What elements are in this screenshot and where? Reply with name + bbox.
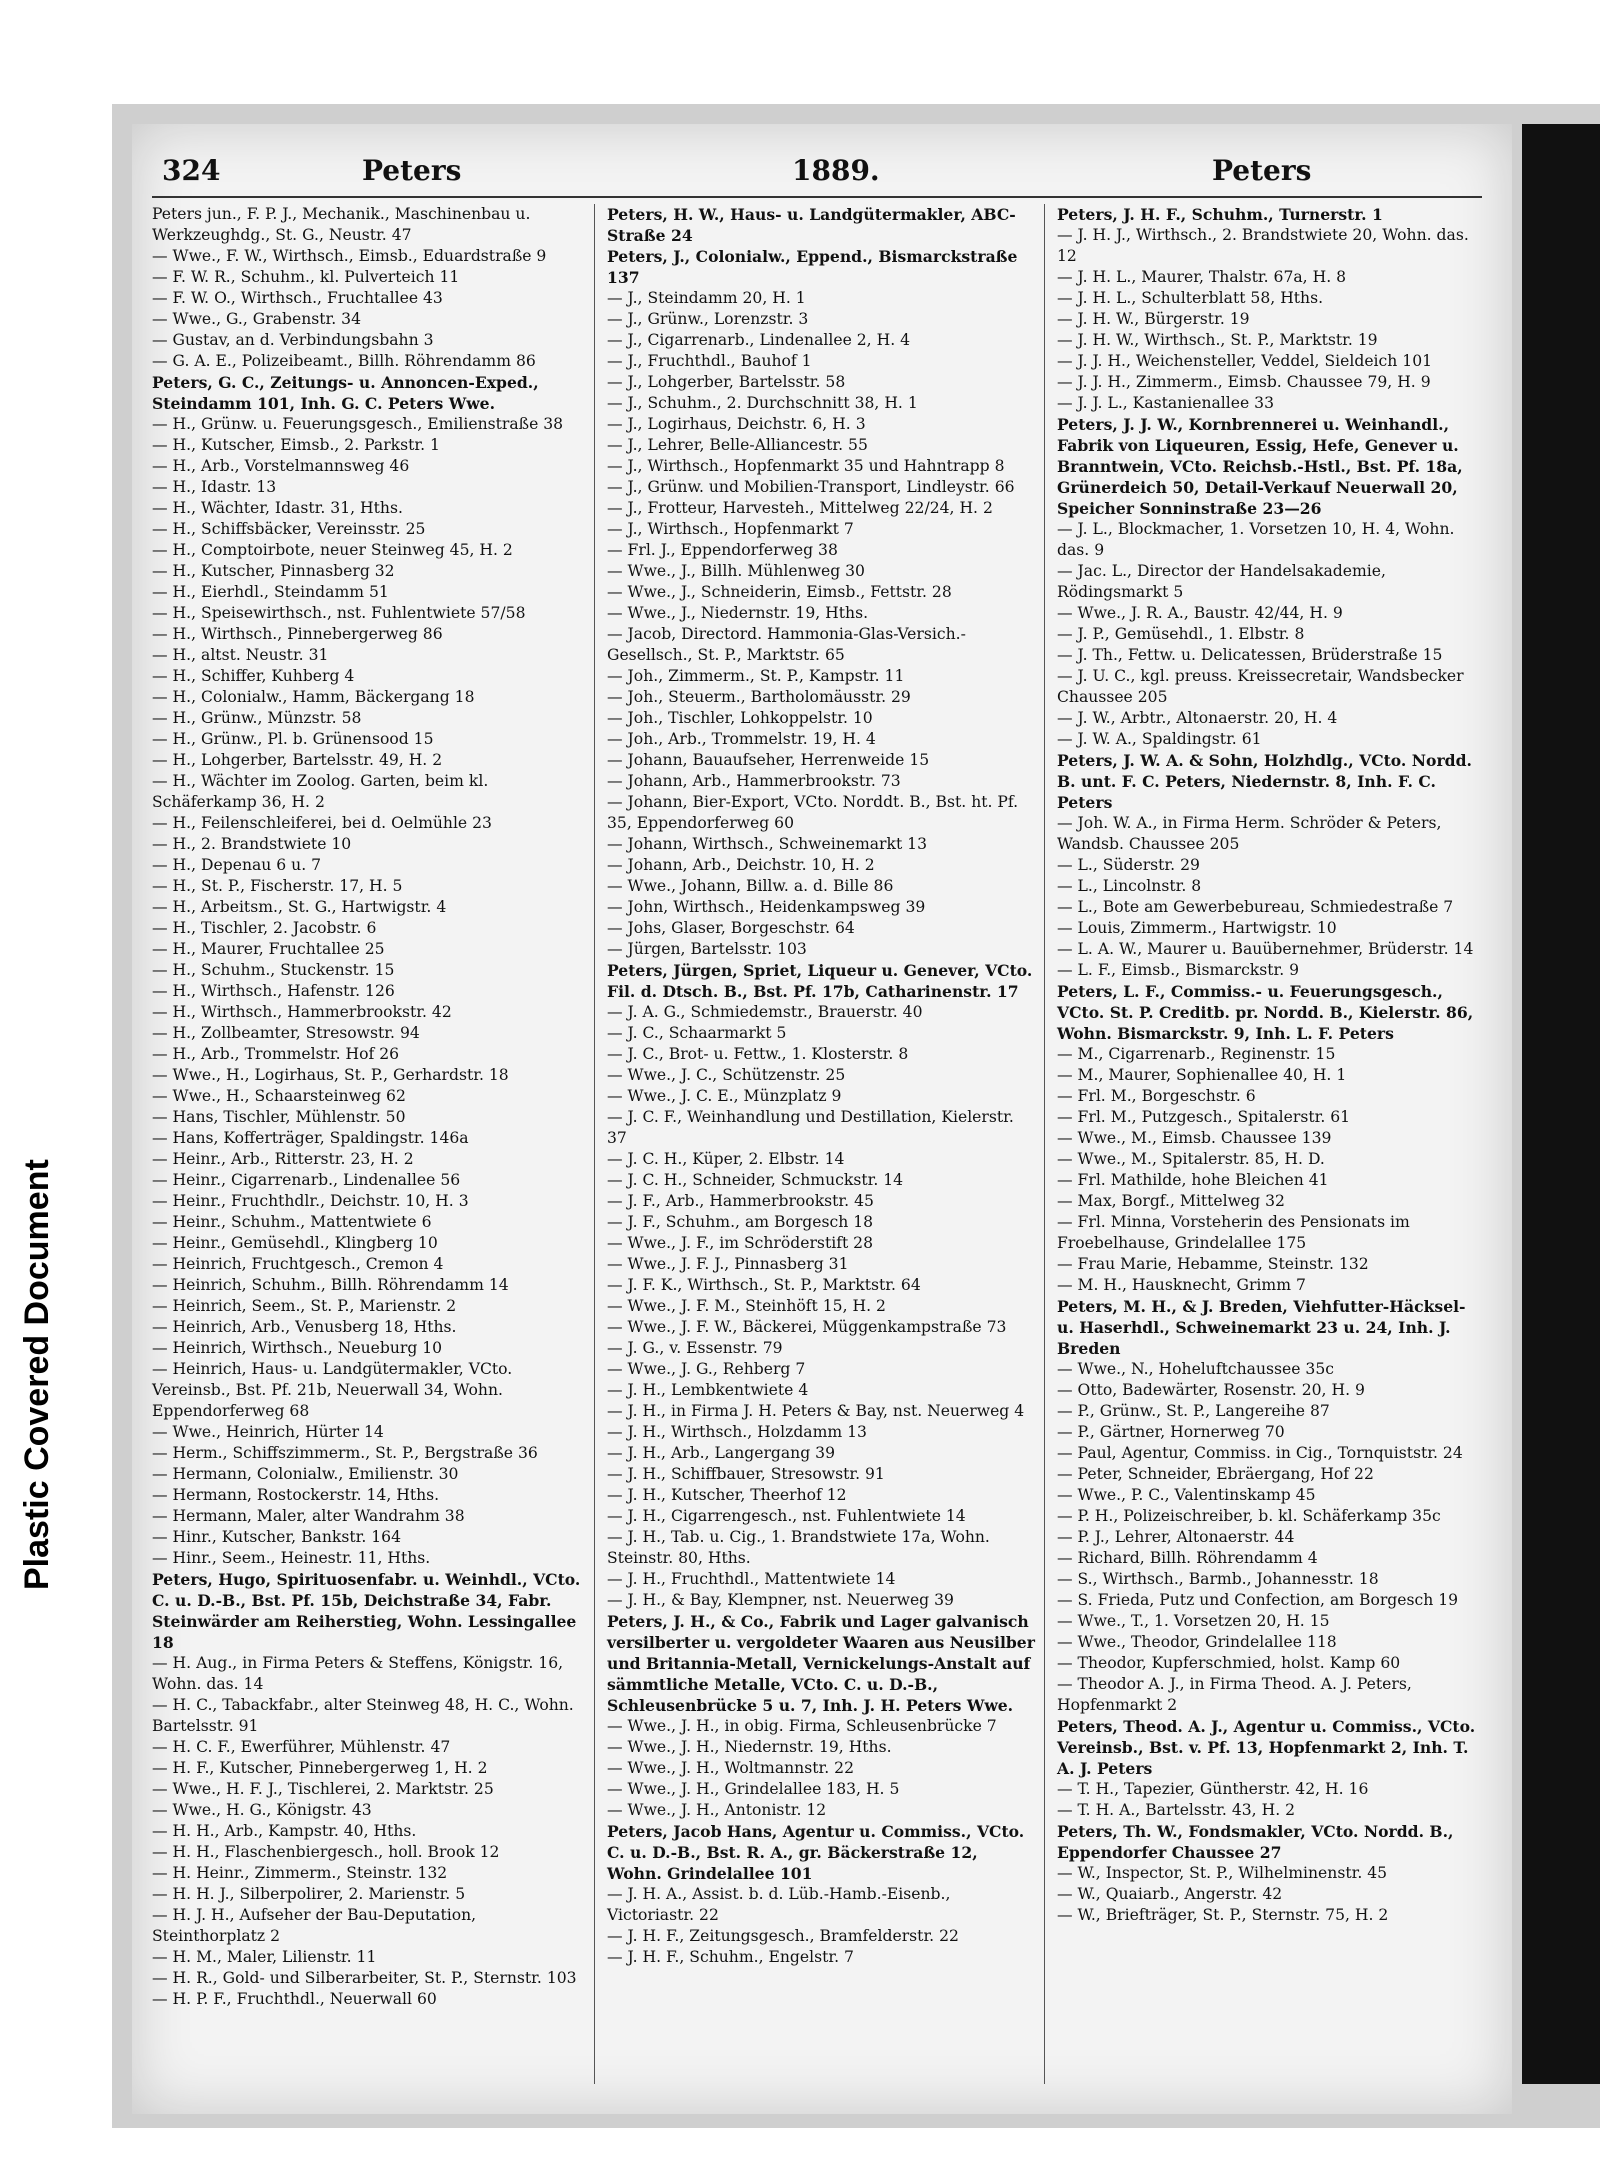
- directory-entry: — H., Wirthsch., Pinnebergerweg 86: [152, 625, 443, 643]
- directory-entry: — L. A. W., Maurer u. Bauübernehmer, Brüderstr. 14: [1057, 940, 1474, 958]
- directory-entry: — Wwe., Theodor, Grindelallee 118: [1057, 1633, 1337, 1651]
- directory-entry: — W., Briefträger, St. P., Sternstr. 75, H. 2: [1057, 1906, 1389, 1924]
- directory-entry: — T. H. A., Bartelsstr. 43, H. 2: [1057, 1801, 1296, 1819]
- directory-entry: — H., Schuhm., Stuckenstr. 15: [152, 961, 395, 979]
- directory-entry: — Louis, Zimmerm., Hartwigstr. 10: [1057, 919, 1337, 937]
- directory-entry: — Hermann, Colonialw., Emilienstr. 30: [152, 1465, 459, 1483]
- directory-entry: — H., Schiffsbäcker, Vereinsstr. 25: [152, 520, 426, 538]
- directory-entry: — J. H. F., Zeitungsgesch., Bramfelderstr. 22: [607, 1927, 959, 1945]
- directory-entry: — J. H. L., Schulterblatt 58, Hths.: [1057, 289, 1324, 307]
- directory-entry: — H., Grünw., Münzstr. 58: [152, 709, 362, 727]
- running-head-left: Peters: [362, 154, 462, 187]
- directory-entry: — H., Zollbeamter, Stresowstr. 94: [152, 1024, 420, 1042]
- directory-entry: — Hinr., Seem., Heinestr. 11, Hths.: [152, 1549, 431, 1567]
- directory-entry: — Wwe., Heinrich, Hürter 14: [152, 1423, 384, 1441]
- directory-entry: — J., Logirhaus, Deichstr. 6, H. 3: [607, 415, 866, 433]
- directory-entry: — Frl. J., Eppendorferweg 38: [607, 541, 838, 559]
- directory-entry: — J. W. A., Spaldingstr. 61: [1057, 730, 1262, 748]
- directory-entry: — Heinrich, Haus- u. Landgütermakler, VCto. Vereinsb., Bst. Pf. 21b, Neuerwall 34, Wohn. Eppendorferweg 68: [152, 1360, 513, 1420]
- directory-entry: — J. J. H., Zimmerm., Eimsb. Chaussee 79, H. 9: [1057, 373, 1431, 391]
- directory-entry: — W., Inspector, St. P., Wilhelminenstr. 45: [1057, 1864, 1388, 1882]
- directory-entry: — Wwe., G., Grabenstr. 34: [152, 310, 362, 328]
- directory-entry: — J. Th., Fettw. u. Delicatessen, Brüderstraße 15: [1057, 646, 1443, 664]
- directory-entry: — J. U. C., kgl. preuss. Kreissecretair, Wandsbecker Chaussee 205: [1057, 667, 1464, 706]
- directory-entry: — J., Grünw. und Mobilien-Transport, Lindleystr. 66: [607, 478, 1015, 496]
- directory-entry: — Wwe., J. H., in obig. Firma, Schleusenbrücke 7: [607, 1717, 997, 1735]
- directory-entry: — Wwe., H. G., Königstr. 43: [152, 1801, 372, 1819]
- directory-entry: — H., altst. Neustr. 31: [152, 646, 329, 664]
- directory-entry: — H. C. F., Ewerführer, Mühlenstr. 47: [152, 1738, 451, 1756]
- directory-entry: — Frau Marie, Hebamme, Steinstr. 132: [1057, 1255, 1369, 1273]
- directory-entry: — Frl. Mathilde, hohe Bleichen 41: [1057, 1171, 1329, 1189]
- directory-entry: — Hans, Tischler, Mühlenstr. 50: [152, 1108, 406, 1126]
- plastic-covered-label: Plastic Covered Document: [18, 1159, 56, 1590]
- directory-entry: — Hans, Kofferträger, Spaldingstr. 146a: [152, 1129, 469, 1147]
- directory-entry: — J. J. L., Kastanienallee 33: [1057, 394, 1275, 412]
- directory-entry: — Wwe., J. G., Rehberg 7: [607, 1360, 806, 1378]
- directory-entry: — H., Arb., Trommelstr. Hof 26: [152, 1045, 400, 1063]
- directory-entry: — J. C. H., Schneider, Schmuckstr. 14: [607, 1171, 904, 1189]
- directory-entry: — H. Heinr., Zimmerm., Steinstr. 132: [152, 1864, 448, 1882]
- directory-entry: — H., Colonialw., Hamm, Bäckergang 18: [152, 688, 475, 706]
- directory-entry: — Otto, Badewärter, Rosenstr. 20, H. 9: [1057, 1381, 1365, 1399]
- directory-entry: — Heinrich, Arb., Venusberg 18, Hths.: [152, 1318, 457, 1336]
- directory-entry: — H. H., Arb., Kampstr. 40, Hths.: [152, 1822, 417, 1840]
- directory-entry: — Wwe., J. C. E., Münzplatz 9: [607, 1087, 842, 1105]
- directory-entry: — John, Wirthsch., Heidenkampsweg 39: [607, 898, 926, 916]
- directory-entry: Peters, J. J. W., Kornbrennerei u. Weinhandl., Fabrik von Liqueuren, Essig, Hefe, Genever u. Branntwein, VCto. Reichsb.-Hstl., Bst. Pf. 18a, Grünerdeich 50, Detail-Verkauf Neuerwall 20, Speicher Sonninstraße 23—26: [1057, 415, 1463, 518]
- directory-entry: — H. H., Flaschenbiergesch., holl. Brook 12: [152, 1843, 500, 1861]
- directory-entry: — Hinr., Kutscher, Bankstr. 164: [152, 1528, 402, 1546]
- directory-entry: — L., Süderstr. 29: [1057, 856, 1200, 874]
- directory-entry: Peters, L. F., Commiss.- u. Feuerungsgesch., VCto. St. P. Creditb. pr. Nordd. B., Kielerstr. 86, Wohn. Bismarckstr. 9, Inh. L. F. Peters: [1057, 982, 1474, 1043]
- directory-entry: — Wwe., M., Eimsb. Chaussee 139: [1057, 1129, 1332, 1147]
- directory-entry: — J. A. G., Schmiedemstr., Brauerstr. 40: [607, 1003, 923, 1021]
- directory-entry: — J., Grünw., Lorenzstr. 3: [607, 310, 809, 328]
- directory-entry: — J. F., Schuhm., am Borgesch 18: [607, 1213, 874, 1231]
- directory-entry: — M., Cigarrenarb., Reginenstr. 15: [1057, 1045, 1336, 1063]
- directory-entry: — Heinr., Schuhm., Mattentwiete 6: [152, 1213, 432, 1231]
- directory-entry: — F. W. R., Schuhm., kl. Pulverteich 11: [152, 268, 460, 286]
- directory-entry: — P., Gärtner, Hornerweg 70: [1057, 1423, 1285, 1441]
- directory-entry: — J., Steindamm 20, H. 1: [607, 289, 806, 307]
- directory-entry: — Johann, Arb., Deichstr. 10, H. 2: [607, 856, 875, 874]
- header-rule: [152, 196, 1482, 198]
- directory-entry: — J., Wirthsch., Hopfenmarkt 35 und Hahntrapp 8: [607, 457, 1005, 475]
- directory-entry: — J. F. K., Wirthsch., St. P., Marktstr. 64: [607, 1276, 921, 1294]
- directory-entry: — Wwe., F. W., Wirthsch., Eimsb., Eduardstraße 9: [152, 247, 547, 265]
- directory-entry: — Paul, Agentur, Commiss. in Cig., Tornquiststr. 24: [1057, 1444, 1463, 1462]
- directory-entry: — Wwe., Johann, Billw. a. d. Bille 86: [607, 877, 894, 895]
- directory-entry: — J., Schuhm., 2. Durchschnitt 38, H. 1: [607, 394, 918, 412]
- directory-entry: — J. H., Fruchthdl., Mattentwiete 14: [607, 1570, 896, 1588]
- directory-entry: — J. C. F., Weinhandlung und Destillation, Kielerstr. 37: [607, 1108, 1014, 1147]
- directory-column-2: [607, 204, 1037, 1968]
- directory-entry: — Wwe., J. H., Niedernstr. 19, Hths.: [607, 1738, 892, 1756]
- directory-entry: — F. W. O., Wirthsch., Fruchtallee 43: [152, 289, 443, 307]
- directory-entry: — J., Frotteur, Harvesteh., Mittelweg 22/24, H. 2: [607, 499, 993, 517]
- page-header: [152, 154, 1492, 194]
- directory-entry: — W., Quaiarb., Angerstr. 42: [1057, 1885, 1283, 1903]
- directory-entry: — J., Wirthsch., Hopfenmarkt 7: [607, 520, 854, 538]
- directory-entry: — Wwe., J. F. W., Bäckerei, Müggenkampstraße 73: [607, 1318, 1007, 1336]
- page-number: 324: [162, 154, 221, 187]
- directory-entry: Peters, J. W. A. & Sohn, Holzhdlg., VCto. Nordd. B. unt. F. C. Peters, Niedernstr. 8, Inh. F. C. Peters: [1057, 751, 1472, 812]
- directory-entry: — G. A. E., Polizeibeamt., Billh. Röhrendamm 86: [152, 352, 536, 370]
- directory-entry: — J. P., Gemüsehdl., 1. Elbstr. 8: [1057, 625, 1305, 643]
- directory-entry: — Heinrich, Wirthsch., Neueburg 10: [152, 1339, 443, 1357]
- directory-entry: — H., Feilenschleiferei, bei d. Oelmühle 23: [152, 814, 492, 832]
- directory-entry: — Herm., Schiffszimmerm., St. P., Bergstraße 36: [152, 1444, 538, 1462]
- directory-entry: — P., Grünw., St. P., Langereihe 87: [1057, 1402, 1330, 1420]
- directory-entry: — H. Aug., in Firma Peters & Steffens, Königstr. 16, Wohn. das. 14: [152, 1654, 564, 1693]
- directory-entry: Peters jun., F. P. J., Mechanik., Maschinenbau u. Werkzeughdg., St. G., Neustr. 47: [152, 205, 531, 244]
- directory-entry: — H., Kutscher, Eimsb., 2. Parkstr. 1: [152, 436, 440, 454]
- directory-entry: — M., Maurer, Sophienallee 40, H. 1: [1057, 1066, 1347, 1084]
- adjacent-page-edge: [1522, 124, 1600, 2084]
- directory-entry: — Johann, Arb., Hammerbrookstr. 73: [607, 772, 901, 790]
- directory-entry: — H., Depenau 6 u. 7: [152, 856, 322, 874]
- directory-entry: — H., Arb., Vorstelmannsweg 46: [152, 457, 410, 475]
- directory-entry: — Wwe., H., Logirhaus, St. P., Gerhardstr. 18: [152, 1066, 509, 1084]
- directory-entry: — L. F., Eimsb., Bismarckstr. 9: [1057, 961, 1300, 979]
- directory-entry: — Wwe., J. F. M., Steinhöft 15, H. 2: [607, 1297, 886, 1315]
- directory-entry: — J. W., Arbtr., Altonaerstr. 20, H. 4: [1057, 709, 1338, 727]
- directory-entry: — Wwe., J. R. A., Baustr. 42/44, H. 9: [1057, 604, 1343, 622]
- directory-entry: — J. H. F., Schuhm., Engelstr. 7: [607, 1948, 854, 1966]
- directory-entry: Peters, Hugo, Spirituosenfabr. u. Weinhdl., VCto. C. u. D.-B., Bst. Pf. 15b, Deichstraße 34, Fabr. Steinwärder am Reiherstieg, Wohn. Lessingallee 18: [152, 1570, 581, 1652]
- directory-entry: — Johann, Bier-Export, VCto. Norddt. B., Bst. ht. Pf. 35, Eppendorferweg 60: [607, 793, 1019, 832]
- directory-entry: — T. H., Tapezier, Güntherstr. 42, H. 16: [1057, 1780, 1369, 1798]
- directory-entry: — Heinrich, Fruchtgesch., Cremon 4: [152, 1255, 444, 1273]
- directory-entry: — H., Wirthsch., Hammerbrookstr. 42: [152, 1003, 452, 1021]
- directory-entry: — M. H., Hausknecht, Grimm 7: [1057, 1276, 1306, 1294]
- directory-entry: — J. H., Wirthsch., Holzdamm 13: [607, 1423, 867, 1441]
- directory-entry: — S. Frieda, Putz und Confection, am Borgesch 19: [1057, 1591, 1459, 1609]
- directory-entry: — J. H., Kutscher, Theerhof 12: [607, 1486, 847, 1504]
- directory-entry: — Wwe., J. H., Antonistr. 12: [607, 1801, 827, 1819]
- directory-column-3: [1057, 204, 1487, 1926]
- directory-entry: — J. H., & Bay, Klempner, nst. Neuerweg 39: [607, 1591, 954, 1609]
- directory-entry: — H., Grünw. u. Feuerungsgesch., Emilienstraße 38: [152, 415, 564, 433]
- directory-entry: — L., Bote am Gewerbebureau, Schmiedestraße 7: [1057, 898, 1454, 916]
- directory-entry: — Wwe., J. H., Grindelallee 183, H. 5: [607, 1780, 900, 1798]
- directory-entry: — Joh., Zimmerm., St. P., Kampstr. 11: [607, 667, 905, 685]
- directory-entry: — Heinrich, Seem., St. P., Marienstr. 2: [152, 1297, 457, 1315]
- directory-entry: — Frl. M., Putzgesch., Spitalerstr. 61: [1057, 1108, 1351, 1126]
- directory-entry: — H. M., Maler, Lilienstr. 11: [152, 1948, 377, 1966]
- directory-entry: — L., Lincolnstr. 8: [1057, 877, 1202, 895]
- directory-entry: — Wwe., H., Schaarsteinweg 62: [152, 1087, 406, 1105]
- directory-entry: — Theodor A. J., in Firma Theod. A. J. Peters, Hopfenmarkt 2: [1057, 1675, 1412, 1714]
- directory-entry: — S., Wirthsch., Barmb., Johannesstr. 18: [1057, 1570, 1379, 1588]
- directory-entry: — J. L., Blockmacher, 1. Vorsetzen 10, H. 4, Wohn. das. 9: [1057, 520, 1455, 559]
- directory-entry: — H., Eierhdl., Steindamm 51: [152, 583, 389, 601]
- directory-entry: — Johann, Wirthsch., Schweinemarkt 13: [607, 835, 928, 853]
- directory-entry: — Gustav, an d. Verbindungsbahn 3: [152, 331, 434, 349]
- directory-entry: — Joh., Steuerm., Bartholomäusstr. 29: [607, 688, 911, 706]
- directory-entry: — J. H. L., Maurer, Thalstr. 67a, H. 8: [1057, 268, 1347, 286]
- directory-entry: Peters, G. C., Zeitungs- u. Annoncen-Exped., Steindamm 101, Inh. G. C. Peters Wwe.: [152, 373, 539, 413]
- directory-entry: Peters, J. H. F., Schuhm., Turnerstr. 1: [1057, 205, 1383, 224]
- directory-entry: Peters, Theod. A. J., Agentur u. Commiss., VCto. Vereinsb., Bst. v. Pf. 13, Hopfenmarkt 2, Inh. T. A. J. Peters: [1057, 1717, 1476, 1778]
- directory-entry: — J. G., v. Essenstr. 79: [607, 1339, 783, 1357]
- directory-entry: — P. H., Polizeischreiber, b. kl. Schäferkamp 35c: [1057, 1507, 1441, 1525]
- directory-entry: — Jac. L., Director der Handelsakademie, Rödingsmarkt 5: [1057, 562, 1386, 601]
- directory-entry: — H. H. J., Silberpolirer, 2. Marienstr. 5: [152, 1885, 466, 1903]
- directory-entry: Peters, Th. W., Fondsmakler, VCto. Nordd. B., Eppendorfer Chaussee 27: [1057, 1822, 1454, 1862]
- directory-entry: — J. J. H., Weichensteller, Veddel, Sieldeich 101: [1057, 352, 1433, 370]
- directory-entry: — P. J., Lehrer, Altonaerstr. 44: [1057, 1528, 1295, 1546]
- directory-entry: — J., Lohgerber, Bartelsstr. 58: [607, 373, 846, 391]
- directory-entry: — Johs, Glaser, Borgeschstr. 64: [607, 919, 855, 937]
- directory-entry: — Heinr., Gemüsehdl., Klingberg 10: [152, 1234, 438, 1252]
- directory-entry: Peters, H. W., Haus- u. Landgütermakler, ABC-Straße 24: [607, 205, 1016, 245]
- directory-entry: — Wwe., T., 1. Vorsetzen 20, H. 15: [1057, 1612, 1330, 1630]
- directory-entry: — Heinrich, Schuhm., Billh. Röhrendamm 14: [152, 1276, 509, 1294]
- directory-entry: — Joh., Tischler, Lohkoppelstr. 10: [607, 709, 873, 727]
- directory-entry: — Jacob, Directord. Hammonia-Glas-Versich.-Gesellsch., St. P., Marktstr. 65: [607, 625, 966, 664]
- directory-entry: — J. H., Cigarrengesch., nst. Fuhlentwiete 14: [607, 1507, 966, 1525]
- column-divider: [594, 204, 595, 2084]
- directory-entry: — Wwe., J. F. J., Pinnasberg 31: [607, 1255, 849, 1273]
- directory-entry: — J., Fruchthdl., Bauhof 1: [607, 352, 812, 370]
- directory-entry: Peters, Jürgen, Spriet, Liqueur u. Genever, VCto. Fil. d. Dtsch. B., Bst. Pf. 17b, Catharinenstr. 17: [607, 961, 1033, 1001]
- year-heading: 1889.: [792, 154, 880, 187]
- directory-entry: Peters, J., Colonialw., Eppend., Bismarckstraße 137: [607, 247, 1018, 287]
- directory-entry: — J. H. W., Wirthsch., St. P., Marktstr. 19: [1057, 331, 1378, 349]
- directory-entry: — H. J. H., Aufseher der Bau-Deputation, Steinthorplatz 2: [152, 1906, 477, 1945]
- directory-entry: — H. F., Kutscher, Pinnebergerweg 1, H. 2: [152, 1759, 488, 1777]
- directory-entry: — Wwe., M., Spitalerstr. 85, H. D.: [1057, 1150, 1325, 1168]
- directory-entry: — J. C., Schaarmarkt 5: [607, 1024, 787, 1042]
- directory-entry: Peters, Jacob Hans, Agentur u. Commiss., VCto. C. u. D.-B., Bst. R. A., gr. Bäckerstraße 12, Wohn. Grindelallee 101: [607, 1822, 1025, 1883]
- directory-page: [132, 124, 1512, 2114]
- directory-entry: — H., Grünw., Pl. b. Grünensood 15: [152, 730, 434, 748]
- directory-entry: — Heinr., Arb., Ritterstr. 23, H. 2: [152, 1150, 414, 1168]
- directory-entry: — H., Tischler, 2. Jacobstr. 6: [152, 919, 377, 937]
- directory-entry: — J. H. J., Wirthsch., 2. Brandstwiete 20, Wohn. das. 12: [1057, 226, 1469, 265]
- directory-entry: — J. H., Schiffbauer, Stresowstr. 91: [607, 1465, 885, 1483]
- directory-entry: — J. H., Arb., Langergang 39: [607, 1444, 836, 1462]
- directory-entry: — H., 2. Brandstwiete 10: [152, 835, 352, 853]
- directory-entry: — Wwe., N., Hoheluftchaussee 35c: [1057, 1360, 1334, 1378]
- directory-entry: — J. H. W., Bürgerstr. 19: [1057, 310, 1250, 328]
- directory-entry: — H., Wächter, Idastr. 31, Hths.: [152, 499, 403, 517]
- directory-entry: — J. H., in Firma J. H. Peters & Bay, nst. Neuerweg 4: [607, 1402, 1025, 1420]
- directory-entry: — Max, Borgf., Mittelweg 32: [1057, 1192, 1285, 1210]
- directory-entry: — H., Speisewirthsch., nst. Fuhlentwiete 57/58: [152, 604, 526, 622]
- directory-entry: — H., Schiffer, Kuhberg 4: [152, 667, 355, 685]
- directory-entry: — H., Comptoirbote, neuer Steinweg 45, H. 2: [152, 541, 513, 559]
- directory-entry: — Wwe., J., Billh. Mühlenweg 30: [607, 562, 865, 580]
- running-head-right: Peters: [1212, 154, 1312, 187]
- directory-entry: — J., Cigarrenarb., Lindenallee 2, H. 4: [607, 331, 911, 349]
- directory-entry: — Peter, Schneider, Ebräergang, Hof 22: [1057, 1465, 1374, 1483]
- directory-entry: — H. R., Gold- und Silberarbeiter, St. P., Sternstr. 103: [152, 1969, 577, 1987]
- directory-entry: — H., Kutscher, Pinnasberg 32: [152, 562, 395, 580]
- directory-entry: — H., Arbeitsm., St. G., Hartwigstr. 4: [152, 898, 447, 916]
- directory-entry: — Wwe., J. H., Woltmannstr. 22: [607, 1759, 854, 1777]
- directory-entry: — H., Idastr. 13: [152, 478, 277, 496]
- directory-entry: — H. C., Tabackfabr., alter Steinweg 48, H. C., Wohn. Bartelsstr. 91: [152, 1696, 574, 1735]
- directory-entry: — J. C., Brot- u. Fettw., 1. Klosterstr. 8: [607, 1045, 909, 1063]
- directory-entry: — Wwe., J. C., Schützenstr. 25: [607, 1066, 846, 1084]
- directory-entry: — H., Lohgerber, Bartelsstr. 49, H. 2: [152, 751, 443, 769]
- directory-entry: — Wwe., J. F., im Schröderstift 28: [607, 1234, 874, 1252]
- directory-entry: — Wwe., P. C., Valentinskamp 45: [1057, 1486, 1316, 1504]
- directory-entry: — H. P. F., Fruchthdl., Neuerwall 60: [152, 1990, 437, 2008]
- directory-entry: — H., Maurer, Fruchtallee 25: [152, 940, 385, 958]
- directory-entry: — Wwe., H. F. J., Tischlerei, 2. Marktstr. 25: [152, 1780, 494, 1798]
- directory-entry: — Frl. Minna, Vorsteherin des Pensionats im Froebelhause, Grindelallee 175: [1057, 1213, 1410, 1252]
- directory-entry: Peters, M. H., & J. Breden, Viehfutter-Häcksel- u. Haserhdl., Schweinemarkt 23 u. 24, Inh. J. Breden: [1057, 1297, 1466, 1358]
- directory-entry: — Wwe., J., Schneiderin, Eimsb., Fettstr. 28: [607, 583, 952, 601]
- directory-entry: — Heinr., Fruchthdlr., Deichstr. 10, H. 3: [152, 1192, 469, 1210]
- column-divider: [1044, 204, 1045, 2084]
- directory-entry: — Frl. M., Borgeschstr. 6: [1057, 1087, 1256, 1105]
- directory-entry: — Richard, Billh. Röhrendamm 4: [1057, 1549, 1318, 1567]
- directory-entry: — H., Wirthsch., Hafenstr. 126: [152, 982, 395, 1000]
- directory-entry: — J. H. A., Assist. b. d. Lüb.-Hamb.-Eisenb., Victoriastr. 22: [607, 1885, 951, 1924]
- directory-column-1: [152, 204, 582, 2010]
- directory-entry: — J. F., Arb., Hammerbrookstr. 45: [607, 1192, 874, 1210]
- directory-entry: — Hermann, Maler, alter Wandrahm 38: [152, 1507, 465, 1525]
- directory-entry: — J. C. H., Küper, 2. Elbstr. 14: [607, 1150, 845, 1168]
- directory-entry: — J., Lehrer, Belle-Alliancestr. 55: [607, 436, 868, 454]
- directory-entry: Peters, J. H., & Co., Fabrik und Lager galvanisch versilberter u. vergoldeter Waaren aus Neusilber und Britannia-Metall, Vernickelungs-Anstalt auf sämmtliche Metalle, VCto. C. u. D.-B., Schleusenbrücke 5 u. 7, Inh. J. H. Peters Wwe.: [607, 1612, 1035, 1715]
- directory-entry: — H., St. P., Fischerstr. 17, H. 5: [152, 877, 403, 895]
- directory-entry: — Jürgen, Bartelsstr. 103: [607, 940, 807, 958]
- directory-entry: — J. H., Lembkentwiete 4: [607, 1381, 809, 1399]
- directory-entry: — H., Wächter im Zoolog. Garten, beim kl. Schäferkamp 36, H. 2: [152, 772, 489, 811]
- directory-entry: — Wwe., J., Niedernstr. 19, Hths.: [607, 604, 869, 622]
- directory-entry: — Hermann, Rostockerstr. 14, Hths.: [152, 1486, 440, 1504]
- directory-entry: — Heinr., Cigarrenarb., Lindenallee 56: [152, 1171, 461, 1189]
- directory-entry: — Joh., Arb., Trommelstr. 19, H. 4: [607, 730, 876, 748]
- directory-entry: — Johann, Bauaufseher, Herrenweide 15: [607, 751, 930, 769]
- directory-entry: — Theodor, Kupferschmied, holst. Kamp 60: [1057, 1654, 1401, 1672]
- directory-entry: — Joh. W. A., in Firma Herm. Schröder & Peters, Wandsb. Chaussee 205: [1057, 814, 1442, 853]
- directory-entry: — J. H., Tab. u. Cig., 1. Brandstwiete 17a, Wohn. Steinstr. 80, Hths.: [607, 1528, 990, 1567]
